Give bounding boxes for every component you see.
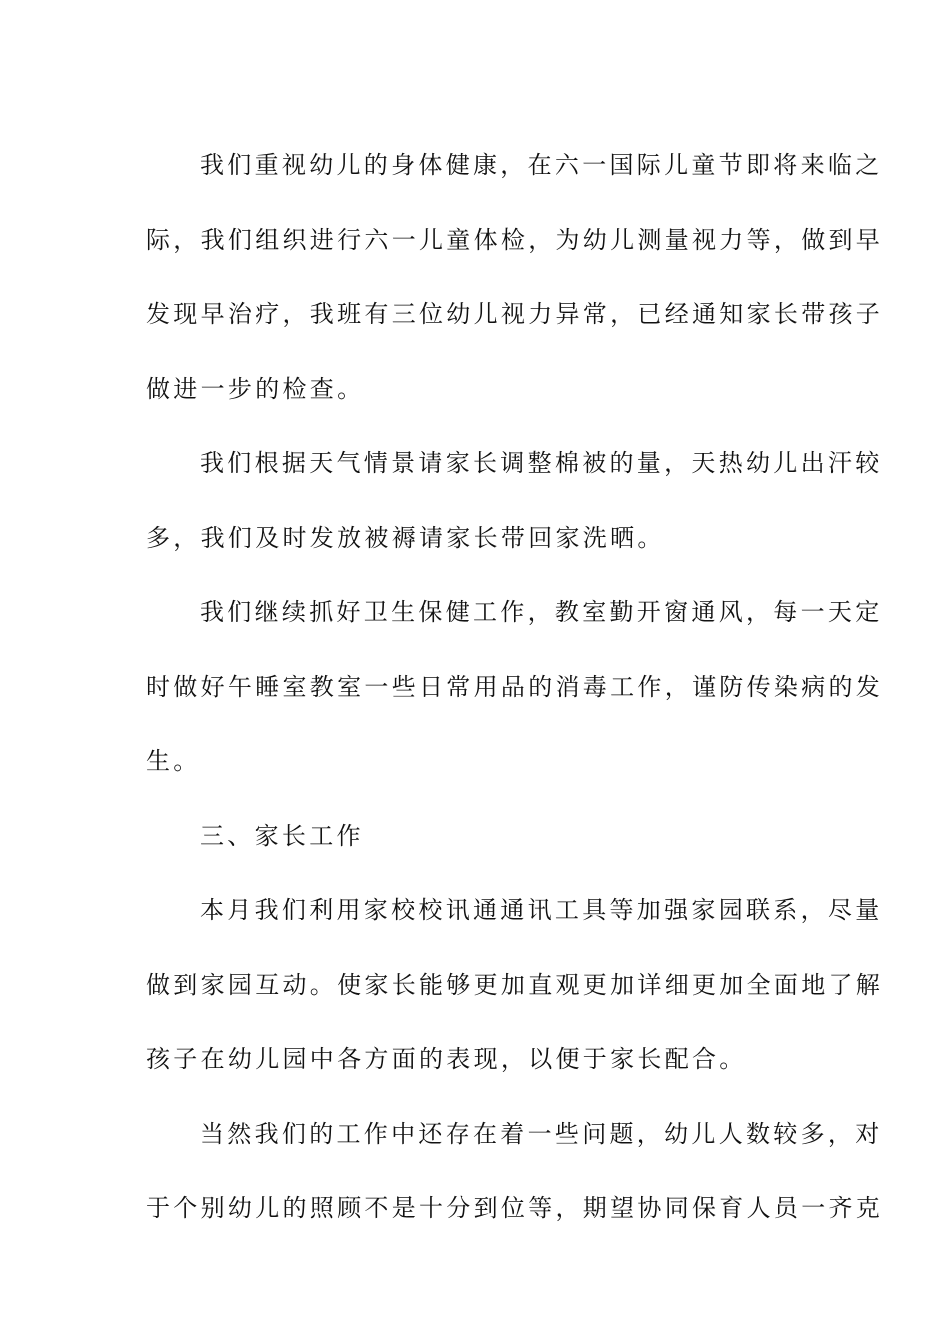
- section-heading-parent-work: [146, 799, 806, 874]
- text-line: 我们继续抓好卫生保健工作，教室勤开窗通风，每一天定: [200, 598, 883, 626]
- text-line: 孩子在幼儿园中各方面的表现，以便于家长配合。: [146, 1045, 747, 1073]
- paragraph-bedding: [146, 426, 883, 575]
- text-line: 本月我们利用家校校讯通通讯工具等加强家园联系，尽量: [200, 896, 883, 924]
- text-line: 做进一步的检查。: [146, 374, 365, 403]
- text-line: 时做好午睡室教室一些日常用品的消毒工作，谨防传染病的发: [146, 672, 884, 701]
- paragraph-hygiene: [146, 575, 884, 799]
- text-line: 多，我们及时发放被褥请家长带回家洗晒。: [146, 523, 665, 552]
- paragraph-health-checkup: [146, 128, 884, 426]
- section-heading-text: 三、家长工作: [200, 821, 364, 850]
- text-line: 我们根据天气情景请家长调整棉被的量，天热幼儿出汗较: [200, 449, 883, 477]
- text-line: 于个别幼儿的照顾不是十分到位等，期望协同保育人员一齐克: [146, 1194, 884, 1222]
- paragraph-home-school-contact: [146, 873, 884, 1097]
- paragraph-problems: [146, 1097, 884, 1246]
- text-line: 当然我们的工作中还存在着一些问题，幼儿人数较多，对: [200, 1119, 883, 1148]
- text-line: 际，我们组织进行六一儿童体检，为幼儿测量视力等，做到早: [146, 225, 884, 254]
- document-body: [146, 128, 884, 1246]
- text-line: 生。: [146, 747, 201, 775]
- text-line: 发现早治疗，我班有三位幼儿视力异常，已经通知家长带孩子: [146, 300, 884, 328]
- text-line: 我们重视幼儿的身体健康，在六一国际儿童节即将来临之: [200, 151, 883, 179]
- text-line: 做到家园互动。使家长能够更加直观更加详细更加全面地了解: [146, 970, 884, 999]
